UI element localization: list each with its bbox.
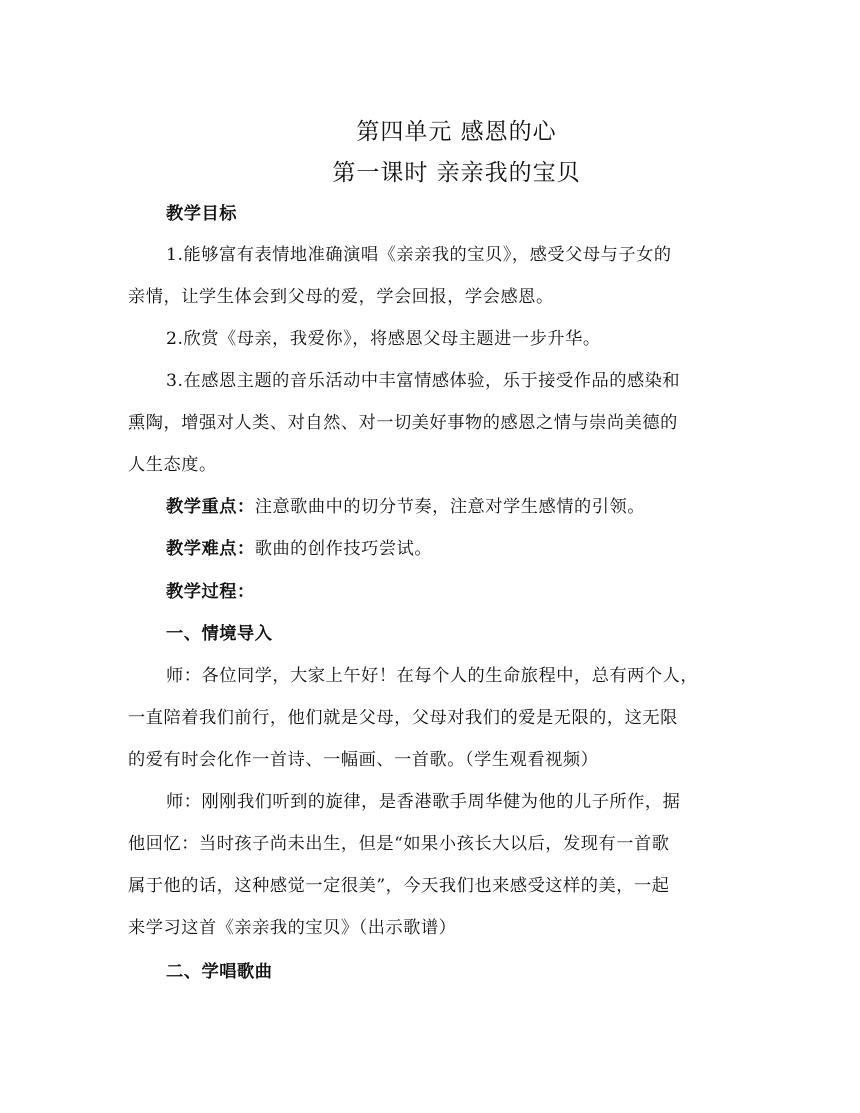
difficult-point-label: 教学难点： xyxy=(166,539,255,559)
objective-2: 2.欣赏《母亲，我爱你》，将感恩父母主题进一步升华。 xyxy=(166,329,601,349)
difficult-point-text: 歌曲的创作技巧尝试。 xyxy=(254,539,433,559)
process-heading: 教学过程： xyxy=(166,582,255,602)
objective-1-line-2: 亲情，让学生体会到父母的爱，学会回报，学会感恩。 xyxy=(128,287,554,307)
paragraph-1-line-3: 的爱有时会化作一首诗、一幅画、一首歌。（学生观看视频） xyxy=(128,750,599,770)
paragraph-1-line-2: 一直陪着我们前行，他们就是父母，父母对我们的爱是无限的，这无限 xyxy=(128,708,678,728)
objectives-heading: 教学目标 xyxy=(166,204,237,224)
lesson-title: 第一课时 亲亲我的宝贝 xyxy=(332,160,581,186)
paragraph-2-line-4: 来学习这首《亲亲我的宝贝》（出示歌谱） xyxy=(128,918,457,938)
objective-3-line-3: 人生态度。 xyxy=(128,455,217,475)
unit-title: 第四单元 感恩的心 xyxy=(356,119,557,145)
objective-1-line-1: 1.能够富有表情地准确演唱《亲亲我的宝贝》，感受父母与子女的 xyxy=(166,245,672,265)
difficult-point xyxy=(166,537,432,561)
objective-3-line-2: 熏陶，增强对人类、对自然、对一切美好事物的感恩之情与崇尚美德的 xyxy=(128,413,678,433)
key-point xyxy=(166,495,645,519)
key-point-label: 教学重点： xyxy=(166,497,255,517)
paragraph-1-line-1: 师：各位同学，大家上午好！在每个人的生命旅程中，总有两个人， xyxy=(166,666,699,686)
paragraph-2-line-2: 他回忆：当时孩子尚未出生，但是“如果小孩长大以后，发现有一首歌 xyxy=(128,834,670,854)
paragraph-2-line-1: 师：刚刚我们听到的旋律，是香港歌手周华健为他的儿子所作，据 xyxy=(166,792,681,812)
objective-3-line-1: 3.在感恩主题的音乐活动中丰富情感体验，乐于接受作品的感染和 xyxy=(166,371,681,391)
key-point-text: 注意歌曲中的切分节奏，注意对学生感情的引领。 xyxy=(254,497,645,517)
section-2-heading: 二、学唱歌曲 xyxy=(166,962,273,982)
section-1-heading: 一、情境导入 xyxy=(166,624,273,644)
paragraph-2-line-3: 属于他的话，这种感觉一定很美”，今天我们也来感受这样的美，一起 xyxy=(128,876,670,896)
